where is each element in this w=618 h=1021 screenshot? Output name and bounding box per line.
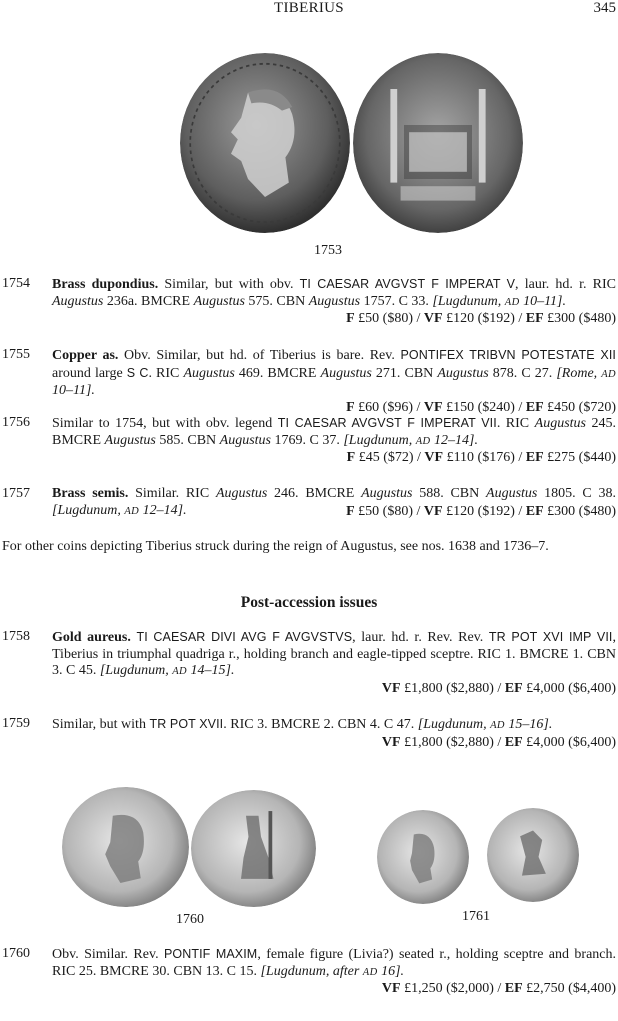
catalog-entry-1754 xyxy=(0,276,618,328)
coin-1753-obverse-image xyxy=(180,53,350,233)
text: Similar to 1754, but with obv. legend xyxy=(52,416,278,431)
ref-cbn: Augustus xyxy=(486,486,538,501)
text: 469. BMCRE xyxy=(234,365,321,381)
price-line: F £45 ($72) / VF £110 ($176) / EF £275 ($440) xyxy=(346,450,616,465)
coin-1760-obverse xyxy=(62,787,189,907)
catalog-entry-1760 xyxy=(0,946,618,998)
entry-number: 1758 xyxy=(2,629,30,644)
coin-legend: TI CAESAR AVGVST F IMPERAT V xyxy=(299,277,516,291)
text: 878. C 27. xyxy=(488,365,557,381)
text: 575. CBN xyxy=(244,293,309,309)
mint-date: [Lugdunum, AD 14–15]. xyxy=(99,663,235,678)
text: around large xyxy=(52,365,127,381)
coin-1753-reverse-image xyxy=(353,53,523,233)
text: . RIC xyxy=(148,365,184,381)
entry-number: 1759 xyxy=(2,716,30,731)
text: , laur. hd. r. RIC xyxy=(515,277,616,292)
coin-1761-reverse xyxy=(487,808,579,902)
coin-type: Copper as. xyxy=(52,348,119,363)
mint-date: [Lugdunum, AD 12–14]. xyxy=(343,432,478,448)
text: Similar, but with obv. xyxy=(158,277,300,292)
section-title: Post-accession issues xyxy=(240,594,378,611)
running-header xyxy=(0,0,618,22)
coin-legend: TR POT XVII xyxy=(149,717,224,731)
entry-text xyxy=(52,415,616,467)
text: , laur. hd. r. Rev. Rev. xyxy=(352,630,489,645)
catalog-entry-1758 xyxy=(0,629,618,697)
coin-legend-sc: S C xyxy=(126,365,149,380)
ref-cbn: Augustus xyxy=(308,293,361,309)
coin-1753-obverse xyxy=(180,53,350,233)
entry-text xyxy=(52,946,616,998)
ref-cbn: Augustus xyxy=(437,365,489,381)
mint-date: [Lugdunum, AD 10–11]. xyxy=(432,293,566,309)
text: 585. CBN xyxy=(155,432,220,448)
text: Similar, but with xyxy=(52,717,150,732)
text: 1805. C 38. xyxy=(537,486,616,501)
coin-legend: TI CAESAR AVGVST F IMPERAT VII xyxy=(277,416,497,430)
price-line: VF £1,250 ($2,000) / EF £2,750 ($4,400) xyxy=(381,981,616,996)
mint-date: [Lugdunum, AD 15–16]. xyxy=(417,717,553,732)
coin-1761-obverse xyxy=(377,810,469,904)
mint-date: [Lugdunum, AD 12–14]. xyxy=(52,502,187,518)
entry-text xyxy=(52,347,616,416)
text: 236a. BMCRE xyxy=(103,293,194,309)
entry-text xyxy=(52,276,616,328)
entry-number: 1754 xyxy=(2,276,30,291)
page-number: 345 xyxy=(593,0,616,16)
ref-ric: Augustus xyxy=(183,365,235,381)
coin-type: Gold aureus. xyxy=(52,630,131,645)
coin-type: Brass dupondius. xyxy=(52,277,159,292)
ref-cbn: Augustus xyxy=(219,432,271,448)
price-line: VF £1,800 ($2,880) / EF £4,000 ($6,400) xyxy=(381,734,616,750)
catalog-entry-1755 xyxy=(0,347,618,416)
mint-date: [Rome, AD 10–11]. xyxy=(52,365,617,398)
price-line: F £50 ($80) / VF £120 ($192) / EF £300 ($480) xyxy=(346,311,616,326)
text: 1769. C 37. xyxy=(271,432,344,448)
ref-ric: Augustus xyxy=(215,486,268,501)
entry-number: 1756 xyxy=(2,415,30,430)
price-line: VF £1,800 ($2,880) / EF £4,000 ($6,400) xyxy=(381,680,616,696)
entry-text xyxy=(52,629,616,697)
coin-legend: TI CAESAR DIVI AVG F AVGVSTVS xyxy=(136,630,353,644)
entry-text xyxy=(52,716,616,751)
coin-1760-reverse xyxy=(191,790,316,907)
text: . RIC 3. BMCRE 2. CBN 4. C 47. xyxy=(223,717,418,732)
coin-type: Brass semis. xyxy=(52,486,129,501)
text: , female figure (Livia?) seated r., holding sceptre and branch. RIC 25. BMCRE 30. CBN 13. C 15. xyxy=(52,947,616,979)
coin-1761-obverse-image xyxy=(377,810,469,904)
running-title: TIBERIUS xyxy=(274,0,344,16)
text: Similar. RIC xyxy=(128,486,216,501)
ref-ric: Augustus xyxy=(534,416,586,431)
text: 245. BMCRE xyxy=(52,416,616,448)
entry-number: 1755 xyxy=(2,347,30,362)
catalog-entry-1756 xyxy=(0,415,618,467)
figure-caption-1760: 1760 xyxy=(176,912,204,927)
catalog-entry-1759 xyxy=(0,716,618,751)
ref-bmcre: Augustus xyxy=(361,486,413,501)
price-line: F £60 ($96) / VF £150 ($240) / EF £450 ($720) xyxy=(346,399,616,415)
entry-number: 1757 xyxy=(2,486,30,501)
price-line: F £50 ($80) / VF £120 ($192) / EF £300 ($480) xyxy=(346,503,616,519)
coin-legend: PONTIFEX TRIBVN POTESTATE XII xyxy=(400,348,616,362)
text: , Tiberius in triumphal quadriga r., holding branch and eagle-tipped sceptre. RIC 1. BMCRE 1. CBN 3. C 45. xyxy=(52,630,616,678)
entry-text xyxy=(52,486,616,520)
entry-number: 1760 xyxy=(2,946,30,961)
figure-caption-1753: 1753 xyxy=(314,243,342,258)
ref-bmcre: Augustus xyxy=(104,432,156,448)
coin-legend-rev: TR POT XVI IMP VII xyxy=(488,630,613,644)
text: 1757. C 33. xyxy=(360,293,433,309)
coin-1753-reverse xyxy=(353,53,523,233)
text: 271. CBN xyxy=(371,365,438,381)
mint-date: [Lugdunum, after AD 16]. xyxy=(260,963,405,979)
coin-1761-reverse-image xyxy=(487,808,579,902)
text: Obv. Similar, but hd. of Tiberius is bare. Rev. xyxy=(118,348,401,363)
text: 588. CBN xyxy=(412,486,487,501)
coin-1760-reverse-image xyxy=(191,790,316,907)
coin-legend: PONTIF MAXIM xyxy=(163,947,258,961)
cross-reference-note: For other coins depicting Tiberius struck during the reign of Augustus, see nos. 1638 and 1736–7. xyxy=(2,539,549,554)
coin-1760-obverse-image xyxy=(62,787,189,907)
ref-ric: Augustus xyxy=(52,293,104,309)
text: Obv. Similar. Rev. xyxy=(52,947,164,962)
figure-caption-1761: 1761 xyxy=(462,909,490,924)
text: . RIC xyxy=(496,416,535,431)
text: 246. BMCRE xyxy=(267,486,362,501)
ref-bmcre: Augustus xyxy=(320,365,372,381)
ref-bmcre: Augustus xyxy=(193,293,245,309)
catalog-entry-1757 xyxy=(0,486,618,520)
